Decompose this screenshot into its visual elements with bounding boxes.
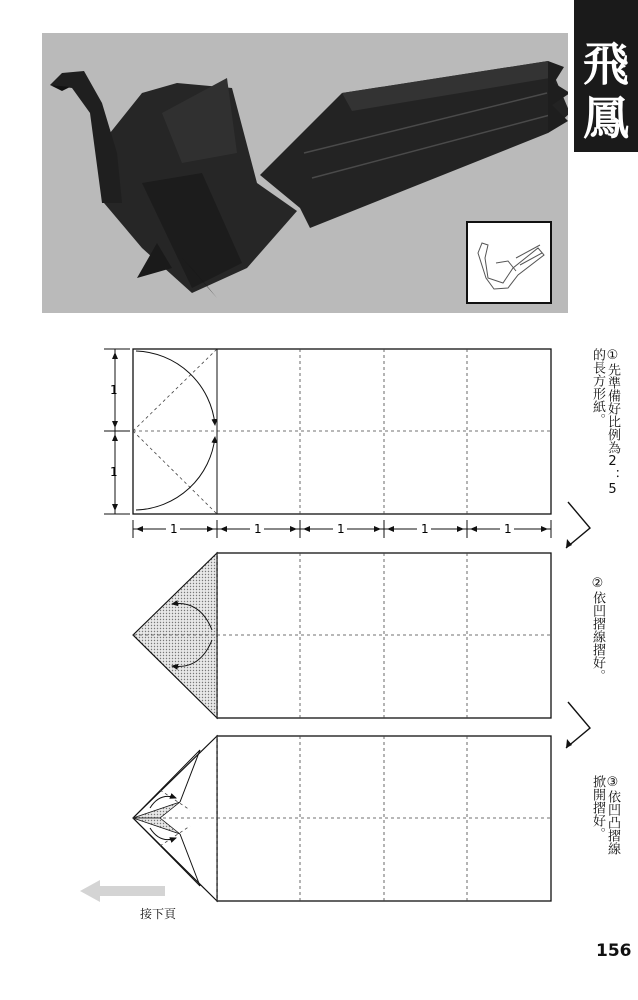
dim-horizontal-3: 1 <box>337 522 345 536</box>
step-3-description: 依凹凸摺線掀開摺好。 <box>590 775 620 855</box>
step-1-description: 先準備好比例為2：5的長方形紙。 <box>590 348 620 497</box>
step-2-diagram <box>133 553 590 748</box>
next-page-arrow-icon <box>80 880 165 902</box>
title-char-2: 鳳 <box>583 91 629 145</box>
dim-horizontal-1: 1 <box>170 522 178 536</box>
step-2-number: ② <box>590 576 605 591</box>
title-char-1: 飛 <box>583 37 629 91</box>
page-number: 156 <box>596 941 632 961</box>
step-3-diagram <box>133 736 551 901</box>
step-1-number: ① <box>605 348 620 363</box>
dim-horizontal-5: 1 <box>504 522 512 536</box>
next-step-arrow-icon-2 <box>566 702 590 748</box>
step-1-diagram <box>104 349 590 548</box>
dim-vertical-1: 1 <box>110 383 118 397</box>
step-2-description: 依凹摺線摺好。 <box>590 591 605 682</box>
next-page-label: 接下頁 <box>140 907 177 921</box>
dim-horizontal-2: 1 <box>254 522 262 536</box>
step-3-number: ③ <box>605 775 620 790</box>
dim-vertical-2: 1 <box>110 465 118 479</box>
dim-horizontal-4: 1 <box>421 522 429 536</box>
next-step-arrow-icon <box>566 502 590 548</box>
